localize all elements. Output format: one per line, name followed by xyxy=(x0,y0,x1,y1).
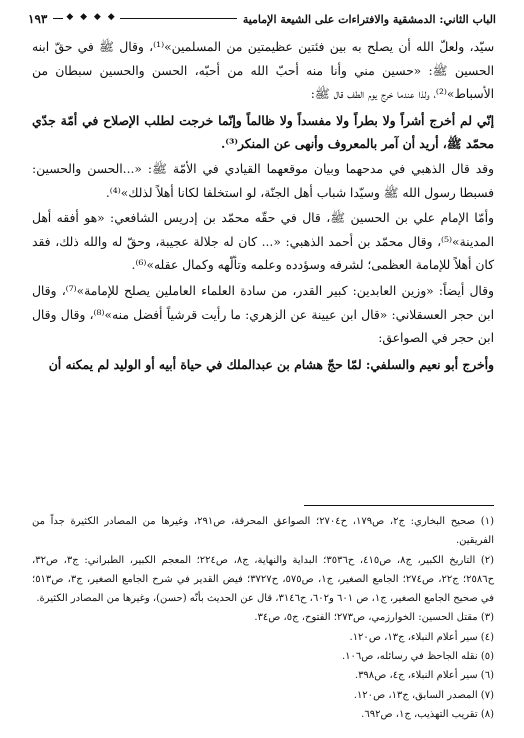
footnotes xyxy=(32,512,494,724)
paragraph: وقال أيضاً: «وزين العابدين: كبير القدر، من سادة العلماء العاملين يصلح للإمامة»⁽⁷⁾، وقال ابن حجر العسقلاني: «قال ابن عيينة عن الزهري: ما رأيت قرشياً أفضل منه»⁽⁸⁾، وقال وقال ابن حجر في الصواعق: xyxy=(32,283,494,346)
footnote: (٤) سير أعلام النبلاء، ج١٣، ص١٢٠. xyxy=(349,631,494,643)
footnote: (٧) المصدر السابق، ج١٣، ص١٢٠. xyxy=(353,689,494,701)
footnote: (٢) التاريخ الكبير، ج٨، ص٤١٥، ح٣٥٣٦؛ البداية والنهاية، ج٨، ص٢٢٤؛ المعجم الكبير، الطبراني: ج٣، ص٣٢، ح٢٥٨٦؛ ج٢٢، ص٢٧٤؛ الجامع الصغير، ج١، ص٥٧٥، ح٣٧٢٧؛ فيض القدير في شرح الجامع الصغير، ج٣، ص٥١٣؛ في صحيح الجامع الصغير، ج١، ص ٦٠١ و٦٠٢، ح٣١٤٦، قال عن الحديث بأنّه (حسن)، وغيرها من المصادر الكثيرة. xyxy=(32,554,495,605)
footnote: (٥) نقله الجاحظ في رسائله، ص١٠٦. xyxy=(341,651,494,663)
footnote: (٦) سير أعلام النبلاء، ج٤، ص٣٩٨. xyxy=(354,670,494,682)
footnote: (٨) تقريب التهذيب، ج١، ص٦٩٢. xyxy=(361,708,494,720)
footnote-separator xyxy=(304,505,494,506)
ornament-dots: ◆ ◆ ◆ ◆ xyxy=(63,12,119,22)
page-number: ١٩٣ xyxy=(28,12,48,26)
paragraph: وأمّا الإمام علي بن الحسين ﷺ، قال في حقّه محمّد بن إدريس الشافعي: «هو أفقه أهل المدينة»⁽⁵⁾، وقال محمّد بن أحمد الذهبي: «... كان له جلالة عجيبة، وحقّ له والله ذلك، فقد كان أهلاً للإمامة العظمى؛ لشرفه وسؤدده وعلمه وتألّهه وكمال عقله»⁽⁶⁾. xyxy=(32,211,494,273)
footnote: (٣) مقتل الحسين: الخوارزمي، ص٢٧٣؛ الفتوح، ج٥، ص٣٤. xyxy=(254,612,494,624)
header-ornament xyxy=(53,14,236,24)
paragraph: وأخرج أبو نعيم والسلفي: لمّا حجّ هشام بن عبدالملك في حياة أبيه أو الوليد لم يمكنه أن xyxy=(48,356,494,372)
chapter-title: الباب الثاني: الدمشقية والافتراءات على الشيعة الإمامية xyxy=(242,12,496,26)
paragraph: سيّد، ولعلّ الله أن يصلح به بين فئتين عظيمتين من المسلمين»⁽¹⁾، وقال ﷺ في حقّ ابنه الحسين ﷺ: «حسين مني وأنا منه أحبّ الله من أحبّه، الحسن والحسين سبطان من الأسباط»⁽²⁾، ولذا عندما خرج يوم الطف قال ﷺ: xyxy=(32,40,494,102)
main-text xyxy=(32,36,494,378)
paragraph: وقد قال الذهبي في مدحهما وبيان موقعهما القيادي في الأمّة ﷺ: «...الحسن والحسين: فسبطا رسول الله ﷺ وسيّدا شباب أهل الجنّة، لو استخلفا لكانا أهلاً لذلك»⁽⁴⁾. xyxy=(32,161,494,200)
quote-paragraph: إنّي لم أخرج أشراً ولا بطراً ولا مفسداً ولا ظالماً وإنّما خرجت لطلب الإصلاح في أمّة جدّي محمّد ﷺ، أريد أن آمر بالمعروف وأنهى عن المنكر⁽³⁾. xyxy=(32,112,494,152)
footnote: (١) صحيح البخاري: ج٢، ص١٧٩، ح٢٧٠٤؛ الصواعق المحرقة، ص٢٩١، وغيرها من المصادر الكثيرة جداً من الفريقين. xyxy=(32,516,494,547)
running-header xyxy=(28,8,496,30)
